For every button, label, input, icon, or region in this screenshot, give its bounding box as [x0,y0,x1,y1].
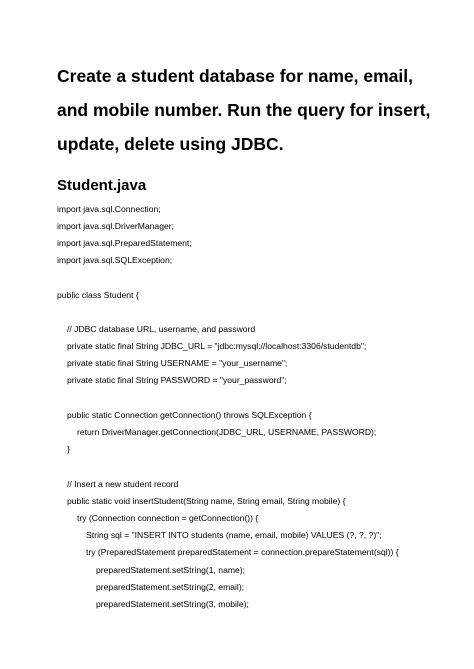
code-line: public class Student { [57,290,139,300]
code-line: private static final String JDBC_URL = "jdbc:mysql://localhost:3306/studentdb"; [67,341,367,351]
code-line: try (PreparedStatement preparedStatement = connection.prepareStatement(sql)) { [86,547,399,557]
code-line: try (Connection connection = getConnection()) { [77,513,259,523]
code-line: import java.sql.Connection; [57,204,161,214]
code-line: private static final String USERNAME = "your_username"; [67,358,288,368]
code-line: // JDBC database URL, username, and password [67,324,256,334]
code-line: preparedStatement.setString(3, mobile); [96,599,249,609]
code-line: String sql = "INSERT INTO students (name, email, mobile) VALUES (?, ?, ?)"; [86,530,382,540]
section-heading-student-java: Student.java [57,177,147,194]
code-line: public static void insertStudent(String name, String email, String mobile) { [67,496,346,506]
code-line: private static final String PASSWORD = "your_password"; [67,375,287,385]
code-line: import java.sql.SQLException; [57,255,173,265]
title-line-1: Create a student database for name, email, [57,66,413,86]
code-line: } [67,444,70,454]
code-line: // Insert a new student record [67,479,179,489]
title-line-2: and mobile number. Run the query for insert, [57,100,431,120]
title-line-3: update, delete using JDBC. [57,134,284,154]
code-line: preparedStatement.setString(1, name); [96,565,246,575]
code-line: import java.sql.PreparedStatement; [57,238,192,248]
code-line: return DriverManager.getConnection(JDBC_URL, USERNAME, PASSWORD); [77,427,377,437]
code-line: import java.sql.DriverManager; [57,221,175,231]
code-line: public static Connection getConnection() throws SQLException { [67,410,312,420]
code-line: preparedStatement.setString(2, email); [96,582,245,592]
